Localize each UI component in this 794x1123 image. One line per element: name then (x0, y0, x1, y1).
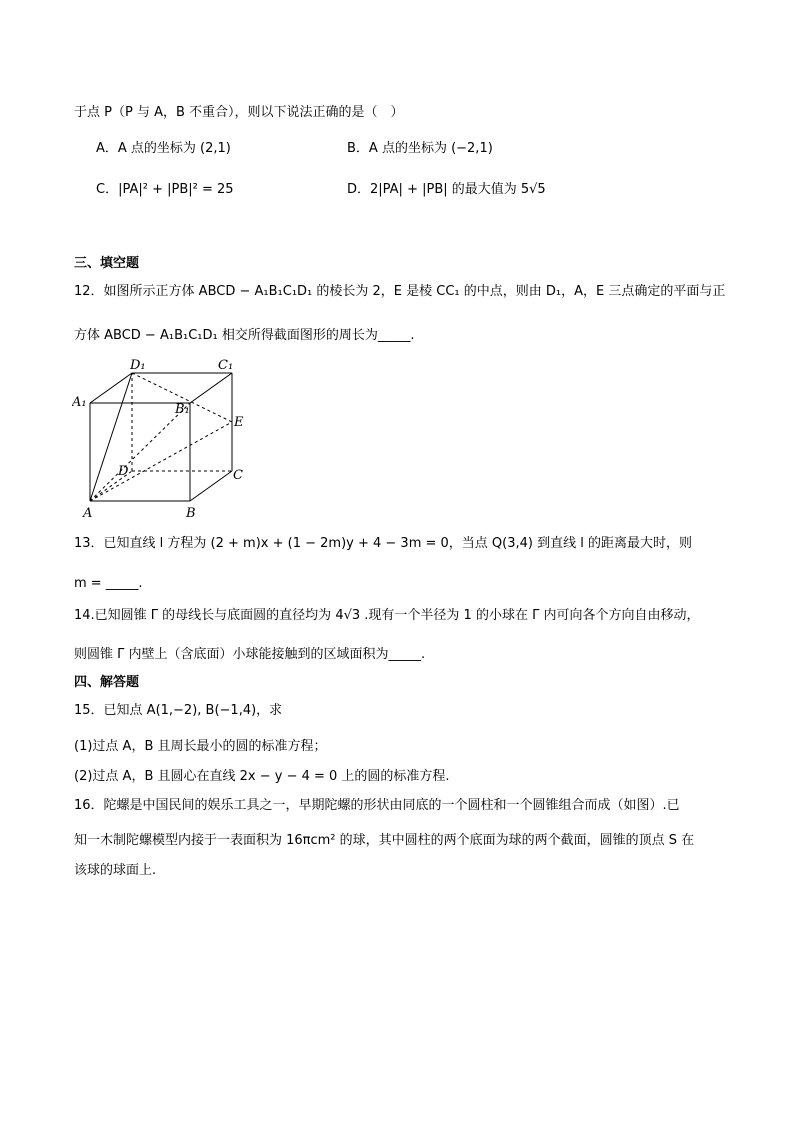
q16-line-1: 16．陀螺是中国民间的娱乐工具之一，早期陀螺的形状由同底的一个圆柱和一个圆锥组合而成（如图）.已 (74, 798, 680, 813)
q13-line-2: m = _____. (74, 576, 143, 591)
section-4-title: 四、解答题 (74, 675, 140, 690)
cube-figure (72, 358, 262, 520)
section-3-title: 三、填空题 (74, 256, 140, 271)
q15-line-1: 15．已知点 A(1,−2), B(−1,4)，求 (74, 703, 283, 718)
label-b1: B₁ (175, 402, 190, 417)
label-d1: D₁ (130, 358, 146, 373)
edge-b-c (190, 471, 232, 501)
q11-option-b: B．A 点的坐标为 (−2,1) (347, 141, 493, 156)
label-e: E (234, 415, 244, 430)
q11-option-d: D．2|PA| + |PB| 的最大值为 5√5 (347, 182, 546, 197)
edge-a-d1 (90, 373, 132, 501)
q14-line-1: 14.已知圆锥 Γ 的母线长与底面圆的直径均为 4√3 .现有一个半径为 1 的小球在 Γ 内可向各个方向自由移动， (74, 608, 700, 623)
edge-b1-c1 (190, 373, 232, 403)
label-a1: A₁ (72, 395, 87, 410)
q14-line-2: 则圆锥 Γ 内壁上（含底面）小球能接触到的区域面积为_____. (74, 647, 426, 662)
label-c1: C₁ (218, 358, 234, 373)
label-d: D (118, 464, 129, 479)
q12-line-2: 方体 ABCD − A₁B₁C₁D₁ 相交所得截面图形的周长为_____. (74, 328, 415, 343)
edge-d1-a1 (90, 373, 132, 403)
edge-a-e (90, 422, 232, 501)
q12-line-1: 12．如图所示正方体 ABCD − A₁B₁C₁D₁ 的棱长为 2，E 是棱 CC₁ 的中点，则由 D₁，A，E 三点确定的平面与正 (74, 284, 726, 299)
q11-option-a: A．A 点的坐标为 (2,1) (96, 141, 231, 156)
label-a: A (83, 506, 93, 520)
label-b: B (186, 506, 196, 520)
q16-line-2: 知一木制陀螺模型内接于一表面积为 16πcm² 的球，其中圆柱的两个底面为球的两个截面，圆锥的顶点 S 在 (74, 833, 695, 848)
edge-a-b1 (90, 403, 190, 501)
q16-line-3: 该球的球面上. (74, 863, 157, 878)
q11-option-c: C．|PA|² + |PB|² = 25 (96, 182, 234, 197)
q15-part-1: (1)过点 A，B 且周长最小的圆的标准方程； (74, 739, 327, 754)
label-c: C (233, 468, 243, 483)
q11-tail: 于点 P（P 与 A，B 不重合），则以下说法正确的是（ ） (74, 105, 404, 120)
q15-part-2: (2)过点 A，B 且圆心在直线 2x − y − 4 = 0 上的圆的标准方程. (74, 769, 450, 784)
q13-line-1: 13．已知直线 l 方程为 (2 + m)x + (1 − 2m)y + 4 − 3m = 0，当点 Q(3,4) 到直线 l 的距离最大时，则 (74, 536, 692, 551)
